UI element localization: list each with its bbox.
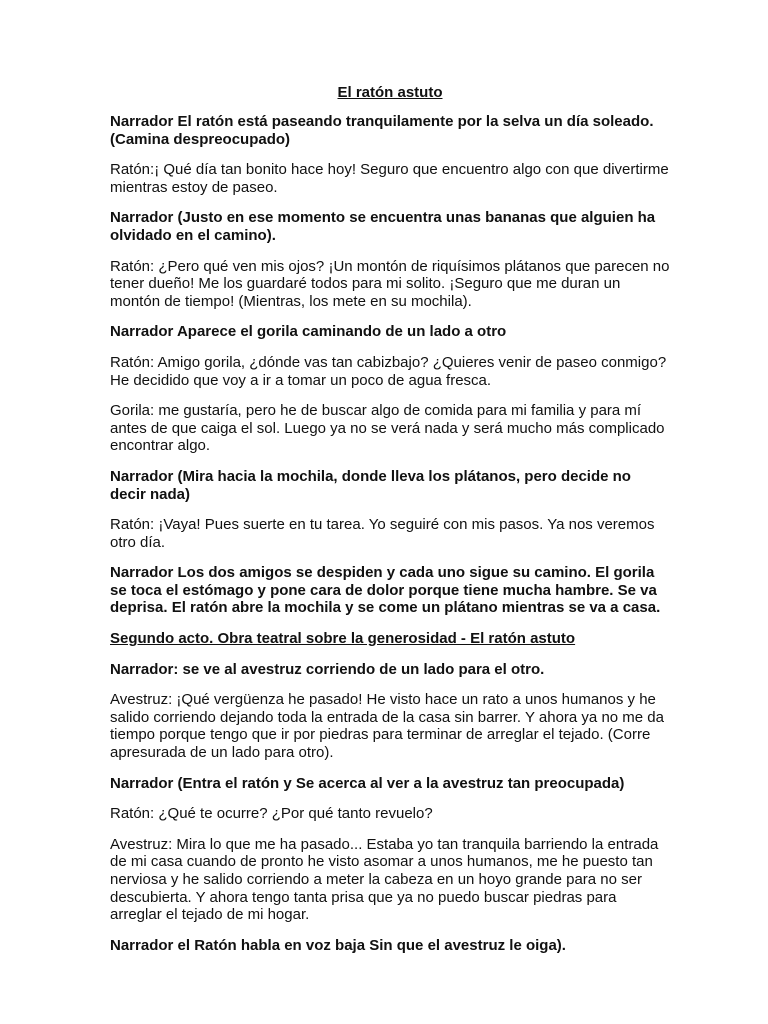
paragraph-narrator-3: Narrador Aparece el gorila caminando de un lado a otro — [110, 323, 507, 341]
paragraph-narrator-6: Narrador: se ve al avestruz corriendo de un lado para el otro. — [110, 660, 545, 678]
document-page — [110, 84, 670, 967]
paragraph-avestruz-1: Avestruz: ¡Qué vergüenza he pasado! He visto hace un rato a unos humanos y he salido corriendo dejando toda la entrada de la casa sin barrer. Y ahora ya no me da tiempo porque tengo que ir por piedras para terminar de arreglar el tejado. (Corre apresurada de un lado para otro). — [110, 691, 664, 762]
document-title: El ratón astuto — [337, 84, 443, 101]
paragraph-gorila-1: Gorila: me gustaría, pero he de buscar algo de comida para mi familia y para mí antes de que caiga el sol. Luego ya no se verá nada y será mucho más complicado encontrar algo. — [110, 402, 665, 455]
paragraph-narrator-1: Narrador El ratón está paseando tranquilamente por la selva un día soleado. (Camina despreocupado) — [110, 113, 654, 148]
paragraph-narrator-5: Narrador Los dos amigos se despiden y cada uno sigue su camino. El gorila se toca el estómago y pone cara de dolor porque tiene mucha hambre. Se va deprisa. El ratón abre la mochila y se come un plátano mientras se va a casa. — [110, 564, 661, 617]
paragraph-narrator-4: Narrador (Mira hacia la mochila, donde lleva los plátanos, pero decide no decir nada) — [110, 467, 631, 503]
paragraph-raton-4: Ratón: ¡Vaya! Pues suerte en tu tarea. Yo seguiré con mis pasos. Ya nos veremos otro día. — [110, 516, 655, 551]
paragraph-avestruz-2: Avestruz: Mira lo que me ha pasado... Estaba yo tan tranquila barriendo la entrada de mi casa cuando de pronto he visto asomar a unos humanos, me he puesto tan nerviosa y he salido corriendo a meter la cabeza en un hoyo grande para no ser descubierta. Y ahora tengo tanta prisa que ya no puedo buscar piedras para arreglar el tejado de mi hogar. — [110, 835, 659, 924]
paragraph-narrator-8: Narrador el Ratón habla en voz baja Sin que el avestruz le oiga). — [110, 936, 566, 954]
paragraph-raton-5: Ratón: ¿Qué te ocurre? ¿Por qué tanto revuelo? — [110, 805, 433, 823]
section-heading-segundo-acto: Segundo acto. Obra teatral sobre la generosidad - El ratón astuto — [110, 630, 576, 648]
paragraph-narrator-7: Narrador (Entra el ratón y Se acerca al ver a la avestruz tan preocupada) — [110, 774, 625, 792]
paragraph-raton-2: Ratón: ¿Pero qué ven mis ojos? ¡Un montón de riquísimos plátanos que parecen no tener dueño! Me los guardaré todos para mi solito. ¡Seguro que me duran un montón de tiempo! (Mientras, los mete en su mochila). — [110, 257, 670, 310]
paragraph-raton-1: Ratón:¡ Qué día tan bonito hace hoy! Seguro que encuentro algo con que divertirme mientras estoy de paseo. — [110, 161, 669, 196]
paragraph-narrator-2: Narrador (Justo en ese momento se encuentra unas bananas que alguien ha olvidado en el camino). — [110, 209, 656, 244]
paragraph-raton-3: Ratón: Amigo gorila, ¿dónde vas tan cabizbajo? ¿Quieres venir de paseo conmigo? He decidido que voy a ir a tomar un poco de agua fresca. — [110, 353, 667, 389]
